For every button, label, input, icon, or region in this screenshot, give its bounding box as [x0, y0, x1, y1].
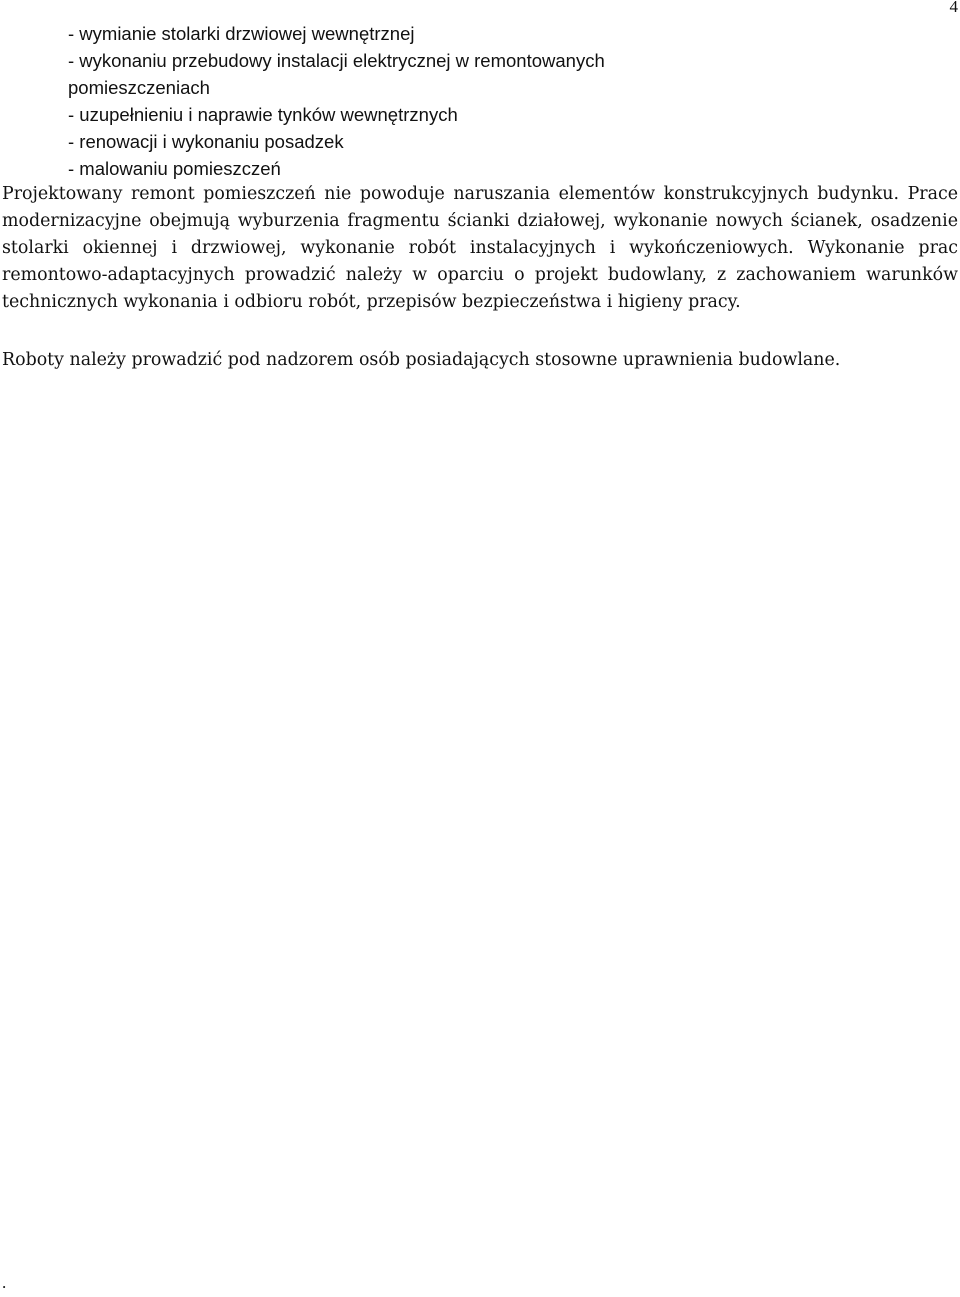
body-paragraph-main: Projektowany remont pomieszczeń nie powoduje naruszania elementów konstrukcyjnych budynku. Prace modernizacyjne obejmują wyburzenia fragmentu ścianki działowej, wykonanie nowych ścianek, osadzenie stolarki okiennej i drzwiowej, wykonanie robót instalacyjnych i wykończeniowych. Wykonanie prac remontowo-adaptacyjnych prowadzić należy w oparciu o projekt budowlany, z zachowaniem warunków technicznych wykonania i odbioru robót, przepisów bezpieczeństwa i higieny pracy. [2, 184, 958, 312]
body-paragraph-final: Roboty należy prowadzić pod nadzorem osób posiadających stosowne uprawnienia budowlane. [2, 350, 841, 370]
list-item: - wymianie stolarki drzwiowej wewnętrznej [68, 23, 415, 44]
footer-mark: . [2, 1273, 7, 1292]
bullet-list [68, 20, 928, 182]
list-item: - uzupełnieniu i naprawie tynków wewnętrznych [68, 104, 458, 125]
list-item: - renowacji i wykonaniu posadzek [68, 131, 344, 152]
list-item: - wykonaniu przebudowy instalacji elektrycznej w remontowanych [68, 50, 605, 71]
page-number: 4 [949, 0, 958, 16]
list-item-continuation: pomieszczeniach [68, 77, 210, 98]
list-item: - malowaniu pomieszczeń [68, 158, 281, 179]
